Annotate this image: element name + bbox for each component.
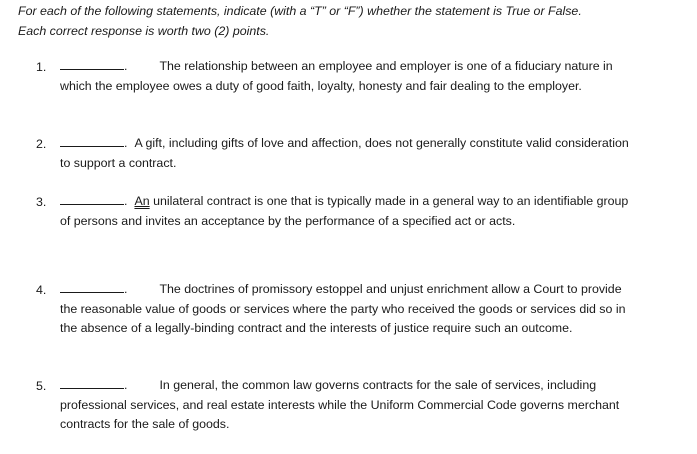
instructions-line-2: Each correct response is worth two (2) points. — [18, 24, 270, 38]
question-number: 2. — [36, 137, 47, 151]
statement: The relationship between an employee and employer is one of a fiduciary nature in which the employee owes a duty of good faith, loyalty, honesty and fair dealing to the employer. — [60, 59, 613, 93]
question-number: 5. — [36, 379, 47, 393]
statement: The doctrines of promissory estoppel and unjust enrichment allow a Court to provide the reasonable value of goods or services where the party who received the goods or services did so in the absence of a legally-binding contract and the interests of justice require such an outcome. — [60, 282, 626, 336]
statement: A gift, including gifts of love and affection, does not generally constitute valid consideration to support a contract. — [60, 136, 629, 170]
answer-blank[interactable] — [60, 134, 124, 147]
question-number: 3. — [36, 195, 47, 209]
statement: unilateral contract is one that is typically made in a general way to an identifiable group of persons and invites an acceptance by the performance of a specified act or acts. — [60, 194, 629, 228]
blank-period: . — [124, 194, 128, 208]
answer-blank[interactable] — [60, 280, 124, 293]
question-text — [60, 134, 640, 173]
answer-blank[interactable] — [60, 192, 124, 205]
blank-period: . — [124, 282, 128, 296]
blank-period: . — [124, 378, 128, 392]
question-text — [60, 57, 640, 96]
question-text — [60, 280, 640, 339]
instructions — [18, 1, 688, 41]
instructions-line-1: For each of the following statements, indicate (with a “T” or “F”) whether the statement is True or False. — [18, 4, 582, 18]
answer-blank[interactable] — [60, 57, 124, 70]
blank-period: . — [124, 136, 128, 150]
question-text — [60, 376, 640, 435]
blank-period: . — [124, 59, 128, 73]
answer-blank[interactable] — [60, 376, 124, 389]
question-number: 1. — [36, 60, 47, 74]
question-text — [60, 192, 640, 231]
question-number: 4. — [36, 283, 47, 297]
statement: In general, the common law governs contracts for the sale of services, including professional services, and real estate interests while the Uniform Commercial Code governs merchant contracts for the sale of goods. — [60, 378, 620, 432]
statement-lead-word: An — [134, 194, 150, 208]
